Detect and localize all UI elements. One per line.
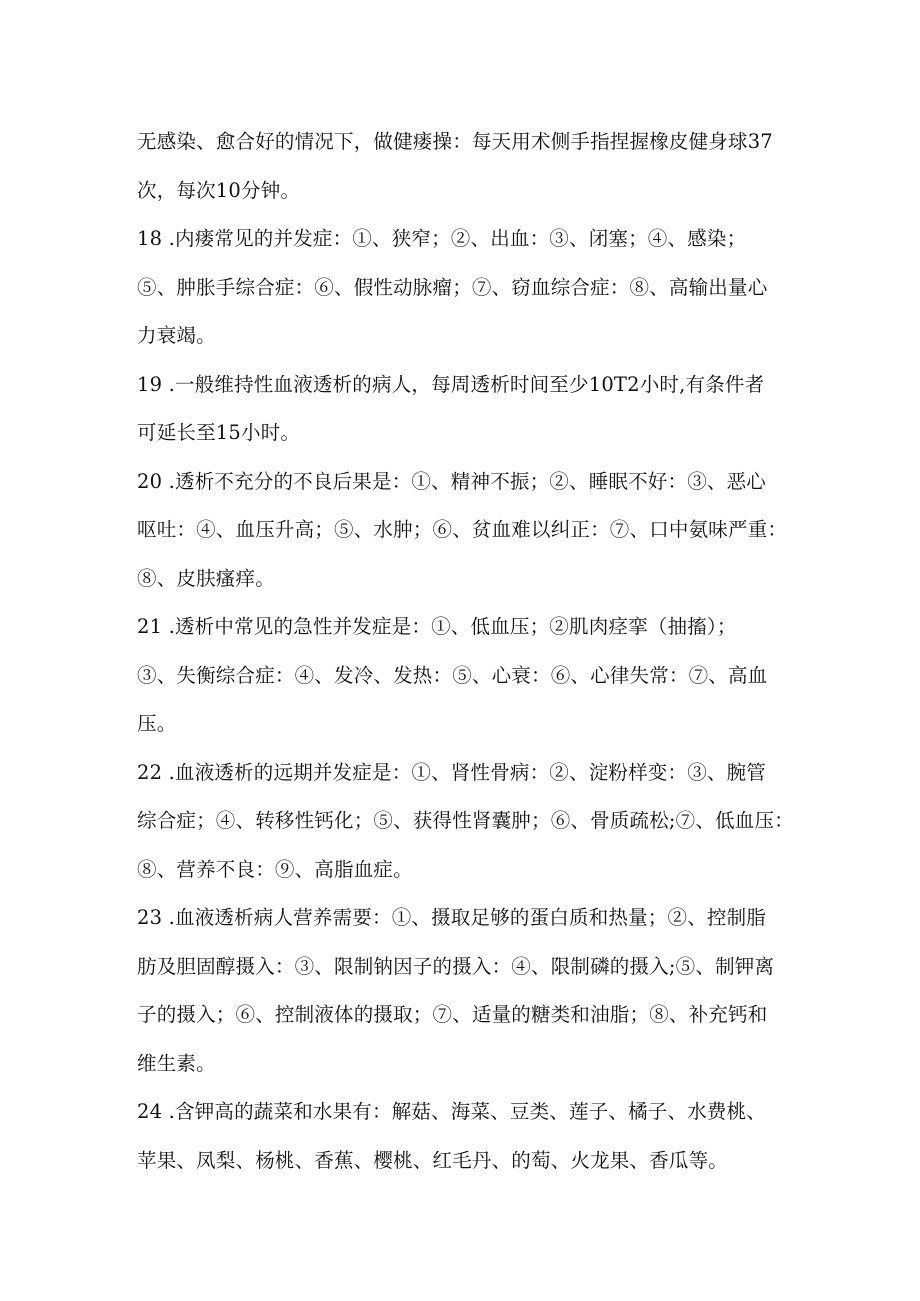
text-line: 综合症；④、转移性钙化；⑤、获得性肾囊肿；⑥、骨质疏松;⑦、低血压： — [137, 809, 794, 832]
text-line: 呕吐：④、血压升高；⑤、水肿；⑥、贫血难以纠正：⑦、口中氨味严重： — [137, 518, 788, 541]
text-line: ③、失衡综合症：④、发冷、发热：⑤、心衰：⑥、心律失常：⑦、高血 — [137, 663, 768, 687]
text-line: 压。 — [137, 712, 177, 735]
text-line: 子的摄入；⑥、控制液体的摄取；⑦、适量的糖类和油脂；⑧、补充钙和 — [137, 1003, 768, 1026]
text-line: 维生素。 — [137, 1051, 216, 1075]
item-18-line: 18 .内瘘常见的并发症：①、狭窄；②、出血：③、闭塞；④、感染； — [137, 227, 747, 250]
text-line: 肪及胆固醇摄入：③、限制钠因子的摄入：④、限制磷的摄入;⑤、制钾离 — [137, 954, 775, 978]
text-line: 力衰竭。 — [137, 324, 216, 347]
item-22-line: 22 .血液透析的远期并发症是：①、肾性骨病：②、淀粉样变：③、腕管 — [137, 760, 767, 784]
item-19-line: 19 .一般维持性血液透析的病人，每周透析时间至少10T2小时,有条件者 — [137, 372, 765, 396]
item-24-line: 24 .含钾高的蔬菜和水果有：解菇、海菜、豆类、莲子、橘子、水费桃、 — [137, 1100, 767, 1123]
document-body — [137, 118, 797, 1185]
text-line: 苹果、凤梨、杨桃、香蕉、樱桃、红毛丹、的萄、火龙果、香瓜等。 — [137, 1148, 729, 1172]
text-line: 次，每次10分钟。 — [137, 178, 301, 202]
text-line: ⑧、皮肤瘙痒。 — [137, 566, 275, 590]
text-line: ⑤、肿胀手综合症：⑥、假性动脉瘤；⑦、窃血综合症：⑧、高输出量心 — [137, 275, 768, 299]
text-line: 无感染、愈合好的情况下，做健瘘操：每天用术侧手指捏握橡皮健身球37 — [137, 130, 773, 153]
item-20-line: 20 .透析不充分的不良后果是：①、精神不振；②、睡眠不好：③、恶心 — [137, 469, 767, 493]
text-line: ⑧、营养不良：⑨、高脂血症。 — [137, 857, 413, 881]
item-23-line: 23 .血液透析病人营养需要：①、摄取足够的蛋白质和热量；②、控制脂 — [137, 906, 767, 929]
text-line: 可延长至15小时。 — [137, 421, 301, 444]
item-21-line: 21 .透析中常见的急性并发症是：①、低血压；②肌肉痉挛（抽搐）； — [137, 615, 737, 638]
